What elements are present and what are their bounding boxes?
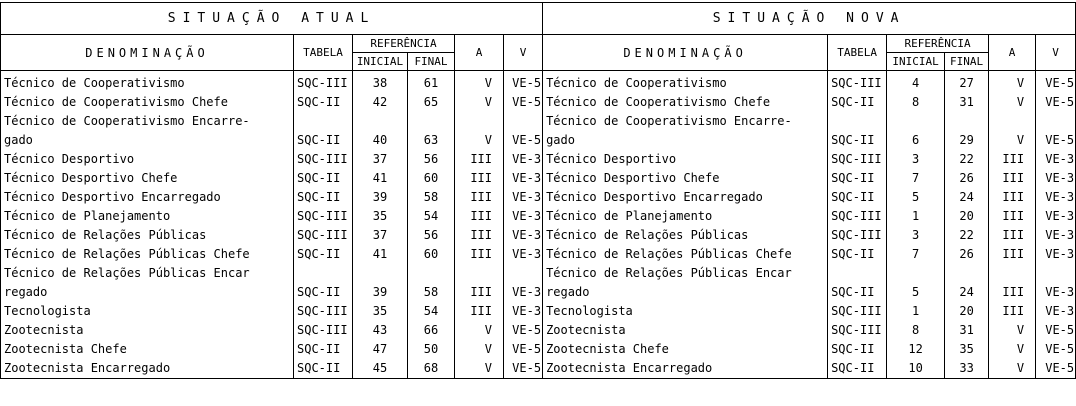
- header-denominacao-atual: DENOMINAÇÃO: [1, 35, 294, 71]
- inicial-nova: 3: [887, 150, 945, 169]
- a-atual: III: [455, 226, 504, 245]
- inicial-atual: 41: [353, 169, 408, 188]
- header-v-nova: V: [1036, 35, 1076, 71]
- denominacao-atual: Técnico de Relações Públicas Encar: [1, 264, 294, 283]
- a-atual: V: [455, 321, 504, 340]
- inicial-nova: 1: [887, 302, 945, 321]
- table-row: [1, 264, 1076, 283]
- a-nova: V: [989, 321, 1036, 340]
- inicial-atual: 39: [353, 283, 408, 302]
- final-nova: 22: [945, 226, 989, 245]
- v-atual: VE-3: [504, 283, 543, 302]
- inicial-nova: 7: [887, 169, 945, 188]
- table-row: [1, 302, 1076, 321]
- v-atual: VE-5: [504, 131, 543, 150]
- header-a-atual: A: [455, 35, 504, 71]
- inicial-nova: 12: [887, 340, 945, 359]
- empty-cell: [504, 264, 543, 283]
- inicial-nova: 5: [887, 188, 945, 207]
- empty-cell: [1036, 264, 1076, 283]
- table-row: [1, 150, 1076, 169]
- empty-cell: [353, 112, 408, 131]
- v-nova: VE-3: [1036, 150, 1076, 169]
- denominacao-atual: Zootecnista: [1, 321, 294, 340]
- tabela-atual: SQC-III: [294, 71, 353, 94]
- tabela-atual: SQC-II: [294, 283, 353, 302]
- denominacao-nova: Zootecnista Encarregado: [543, 359, 828, 379]
- inicial-nova: 8: [887, 321, 945, 340]
- denominacao-nova: Técnico de Cooperativismo: [543, 71, 828, 94]
- v-nova: VE-3: [1036, 245, 1076, 264]
- tabela-nova: SQC-II: [828, 131, 887, 150]
- final-atual: 56: [408, 226, 455, 245]
- empty-cell: [828, 264, 887, 283]
- tabela-atual: SQC-II: [294, 169, 353, 188]
- header-final-atual: FINAL: [408, 53, 455, 71]
- inicial-nova: 6: [887, 131, 945, 150]
- empty-cell: [294, 264, 353, 283]
- table-row: [1, 321, 1076, 340]
- v-nova: VE-3: [1036, 188, 1076, 207]
- inicial-atual: 35: [353, 302, 408, 321]
- inicial-atual: 41: [353, 245, 408, 264]
- inicial-atual: 40: [353, 131, 408, 150]
- section-title-atual: SITUAÇÃO ATUAL: [1, 3, 543, 35]
- table-row-continuation: [1, 131, 1076, 150]
- tabela-atual: SQC-III: [294, 207, 353, 226]
- final-nova: 27: [945, 71, 989, 94]
- a-atual: III: [455, 283, 504, 302]
- inicial-atual: 39: [353, 188, 408, 207]
- final-nova: 31: [945, 321, 989, 340]
- inicial-atual: 37: [353, 226, 408, 245]
- a-nova: V: [989, 93, 1036, 112]
- denominacao-nova: Zootecnista Chefe: [543, 340, 828, 359]
- v-nova: VE-3: [1036, 283, 1076, 302]
- final-nova: 31: [945, 93, 989, 112]
- inicial-nova: 7: [887, 245, 945, 264]
- tabela-atual: SQC-II: [294, 131, 353, 150]
- empty-cell: [455, 112, 504, 131]
- tabela-nova: SQC-II: [828, 93, 887, 112]
- a-atual: III: [455, 302, 504, 321]
- v-atual: VE-3: [504, 188, 543, 207]
- v-nova: VE-5: [1036, 340, 1076, 359]
- denominacao-atual: Técnico de Relações Públicas: [1, 226, 294, 245]
- final-nova: 24: [945, 283, 989, 302]
- section-title-nova: SITUAÇÃO NOVA: [543, 3, 1076, 35]
- tabela-nova: SQC-III: [828, 226, 887, 245]
- tabela-nova: SQC-III: [828, 321, 887, 340]
- final-nova: 35: [945, 340, 989, 359]
- header-referencia-nova: REFERÊNCIA: [887, 35, 989, 53]
- v-nova: VE-5: [1036, 359, 1076, 379]
- a-nova: III: [989, 207, 1036, 226]
- v-atual: VE-5: [504, 71, 543, 94]
- denominacao-atual: Tecnologista: [1, 302, 294, 321]
- inicial-atual: 42: [353, 93, 408, 112]
- tabela-atual: SQC-III: [294, 302, 353, 321]
- tabela-atual: SQC-III: [294, 150, 353, 169]
- a-nova: III: [989, 188, 1036, 207]
- v-atual: VE-3: [504, 169, 543, 188]
- final-atual: 58: [408, 283, 455, 302]
- table-row: [1, 93, 1076, 112]
- v-atual: VE-5: [504, 359, 543, 379]
- final-nova: 24: [945, 188, 989, 207]
- inicial-atual: 43: [353, 321, 408, 340]
- denominacao-atual-cont: gado: [1, 131, 294, 150]
- empty-cell: [294, 112, 353, 131]
- tabela-atual: SQC-II: [294, 93, 353, 112]
- empty-cell: [945, 112, 989, 131]
- denominacao-atual: Técnico de Cooperativismo Chefe: [1, 93, 294, 112]
- denominacao-nova: Técnico de Cooperativismo Encarre-: [543, 112, 828, 131]
- a-atual: V: [455, 131, 504, 150]
- header-inicial-atual: INICIAL: [353, 53, 408, 71]
- empty-cell: [887, 264, 945, 283]
- v-nova: VE-5: [1036, 71, 1076, 94]
- header-tabela-nova: TABELA: [828, 35, 887, 71]
- denominacao-atual: Técnico de Cooperativismo: [1, 71, 294, 94]
- tabela-nova: SQC-II: [828, 359, 887, 379]
- final-atual: 65: [408, 93, 455, 112]
- table-row: [1, 226, 1076, 245]
- final-atual: 60: [408, 169, 455, 188]
- v-atual: VE-3: [504, 226, 543, 245]
- table-row-continuation: [1, 283, 1076, 302]
- a-atual: III: [455, 245, 504, 264]
- a-atual: III: [455, 188, 504, 207]
- header-v-atual: V: [504, 35, 543, 71]
- a-nova: V: [989, 340, 1036, 359]
- tabela-nova: SQC-III: [828, 71, 887, 94]
- inicial-atual: 38: [353, 71, 408, 94]
- v-atual: VE-5: [504, 321, 543, 340]
- empty-cell: [989, 264, 1036, 283]
- tabela-nova: SQC-II: [828, 283, 887, 302]
- denominacao-nova: Técnico de Relações Públicas: [543, 226, 828, 245]
- denominacao-atual: Técnico Desportivo Chefe: [1, 169, 294, 188]
- tabela-atual: SQC-III: [294, 226, 353, 245]
- a-atual: V: [455, 93, 504, 112]
- empty-cell: [353, 264, 408, 283]
- empty-cell: [504, 112, 543, 131]
- inicial-atual: 35: [353, 207, 408, 226]
- header-denominacao-nova: DENOMINAÇÃO: [543, 35, 828, 71]
- v-nova: VE-5: [1036, 131, 1076, 150]
- a-atual: III: [455, 150, 504, 169]
- header-a-nova: A: [989, 35, 1036, 71]
- tabela-atual: SQC-II: [294, 188, 353, 207]
- comparison-table: [0, 2, 1076, 379]
- denominacao-nova: Técnico Desportivo Encarregado: [543, 188, 828, 207]
- denominacao-nova: Técnico de Relações Públicas Encar: [543, 264, 828, 283]
- table-row: [1, 340, 1076, 359]
- a-nova: V: [989, 71, 1036, 94]
- final-nova: 26: [945, 169, 989, 188]
- final-atual: 50: [408, 340, 455, 359]
- a-nova: III: [989, 226, 1036, 245]
- empty-cell: [408, 112, 455, 131]
- denominacao-nova-cont: gado: [543, 131, 828, 150]
- denominacao-atual: Técnico de Planejamento: [1, 207, 294, 226]
- final-nova: 33: [945, 359, 989, 379]
- empty-cell: [989, 112, 1036, 131]
- table-row: [1, 188, 1076, 207]
- v-nova: VE-3: [1036, 226, 1076, 245]
- table-body: [1, 71, 1076, 379]
- a-nova: III: [989, 302, 1036, 321]
- a-nova: III: [989, 169, 1036, 188]
- a-atual: V: [455, 340, 504, 359]
- table-row: [1, 169, 1076, 188]
- empty-cell: [408, 264, 455, 283]
- v-atual: VE-3: [504, 150, 543, 169]
- denominacao-nova: Técnico Desportivo: [543, 150, 828, 169]
- a-atual: III: [455, 207, 504, 226]
- denominacao-nova: Técnico de Planejamento: [543, 207, 828, 226]
- denominacao-atual: Técnico Desportivo: [1, 150, 294, 169]
- final-atual: 56: [408, 150, 455, 169]
- denominacao-atual-cont: regado: [1, 283, 294, 302]
- inicial-nova: 4: [887, 71, 945, 94]
- tabela-atual: SQC-III: [294, 321, 353, 340]
- denominacao-nova-cont: regado: [543, 283, 828, 302]
- a-atual: V: [455, 359, 504, 379]
- tabela-nova: SQC-III: [828, 150, 887, 169]
- inicial-nova: 10: [887, 359, 945, 379]
- inicial-nova: 8: [887, 93, 945, 112]
- denominacao-atual: Zootecnista Encarregado: [1, 359, 294, 379]
- a-nova: III: [989, 283, 1036, 302]
- v-nova: VE-3: [1036, 169, 1076, 188]
- a-nova: III: [989, 245, 1036, 264]
- denominacao-nova: Tecnologista: [543, 302, 828, 321]
- inicial-atual: 45: [353, 359, 408, 379]
- final-atual: 54: [408, 207, 455, 226]
- v-atual: VE-3: [504, 245, 543, 264]
- empty-cell: [455, 264, 504, 283]
- denominacao-atual: Técnico de Cooperativismo Encarre-: [1, 112, 294, 131]
- final-atual: 60: [408, 245, 455, 264]
- inicial-atual: 37: [353, 150, 408, 169]
- a-nova: V: [989, 359, 1036, 379]
- denominacao-atual: Técnico de Relações Públicas Chefe: [1, 245, 294, 264]
- denominacao-nova: Técnico de Relações Públicas Chefe: [543, 245, 828, 264]
- tabela-atual: SQC-II: [294, 340, 353, 359]
- final-atual: 68: [408, 359, 455, 379]
- tabela-nova: SQC-II: [828, 245, 887, 264]
- denominacao-nova: Técnico Desportivo Chefe: [543, 169, 828, 188]
- denominacao-atual: Técnico Desportivo Encarregado: [1, 188, 294, 207]
- final-atual: 58: [408, 188, 455, 207]
- empty-cell: [887, 112, 945, 131]
- v-atual: VE-3: [504, 207, 543, 226]
- table-row: [1, 112, 1076, 131]
- final-atual: 63: [408, 131, 455, 150]
- final-atual: 54: [408, 302, 455, 321]
- denominacao-atual: Zootecnista Chefe: [1, 340, 294, 359]
- inicial-nova: 1: [887, 207, 945, 226]
- table-row: [1, 71, 1076, 94]
- v-atual: VE-3: [504, 302, 543, 321]
- inicial-nova: 5: [887, 283, 945, 302]
- final-nova: 29: [945, 131, 989, 150]
- final-atual: 66: [408, 321, 455, 340]
- inicial-nova: 3: [887, 226, 945, 245]
- a-nova: V: [989, 131, 1036, 150]
- tabela-nova: SQC-III: [828, 302, 887, 321]
- header-tabela-atual: TABELA: [294, 35, 353, 71]
- tabela-atual: SQC-II: [294, 359, 353, 379]
- final-nova: 20: [945, 207, 989, 226]
- header-final-nova: FINAL: [945, 53, 989, 71]
- a-atual: V: [455, 71, 504, 94]
- empty-cell: [945, 264, 989, 283]
- table-row: [1, 359, 1076, 379]
- table-row: [1, 245, 1076, 264]
- inicial-atual: 47: [353, 340, 408, 359]
- v-nova: VE-3: [1036, 207, 1076, 226]
- empty-cell: [828, 112, 887, 131]
- v-atual: VE-5: [504, 93, 543, 112]
- final-atual: 61: [408, 71, 455, 94]
- v-nova: VE-5: [1036, 321, 1076, 340]
- v-atual: VE-5: [504, 340, 543, 359]
- tabela-nova: SQC-II: [828, 169, 887, 188]
- denominacao-nova: Técnico de Cooperativismo Chefe: [543, 93, 828, 112]
- v-nova: VE-3: [1036, 302, 1076, 321]
- denominacao-nova: Zootecnista: [543, 321, 828, 340]
- empty-cell: [1036, 112, 1076, 131]
- tabela-nova: SQC-II: [828, 340, 887, 359]
- a-atual: III: [455, 169, 504, 188]
- tabela-atual: SQC-II: [294, 245, 353, 264]
- tabela-nova: SQC-III: [828, 207, 887, 226]
- final-nova: 26: [945, 245, 989, 264]
- tabela-nova: SQC-II: [828, 188, 887, 207]
- v-nova: VE-5: [1036, 93, 1076, 112]
- final-nova: 20: [945, 302, 989, 321]
- table-row: [1, 207, 1076, 226]
- a-nova: III: [989, 150, 1036, 169]
- header-referencia-atual: REFERÊNCIA: [353, 35, 455, 53]
- final-nova: 22: [945, 150, 989, 169]
- header-inicial-nova: INICIAL: [887, 53, 945, 71]
